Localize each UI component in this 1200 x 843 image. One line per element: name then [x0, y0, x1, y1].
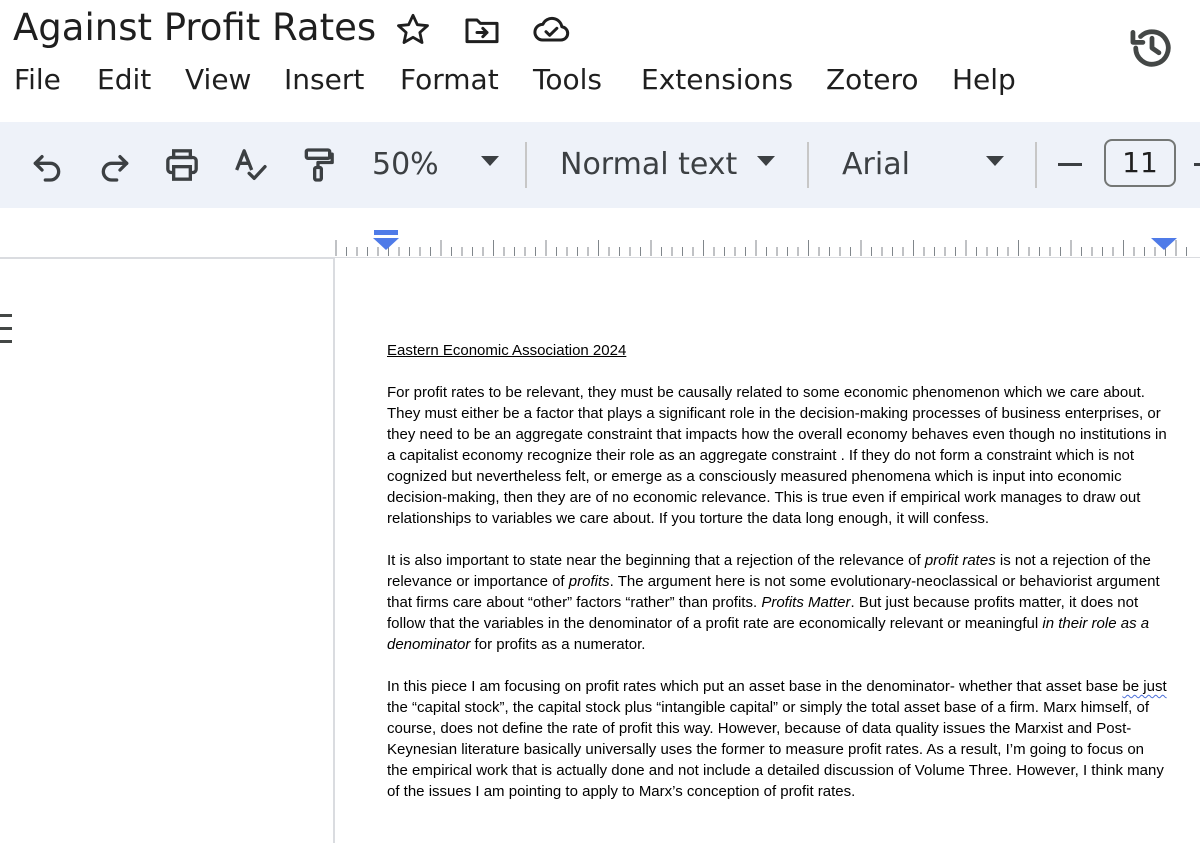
paragraph-3 — [387, 676, 1167, 802]
document-body[interactable] — [387, 340, 1167, 823]
italic-run: Profits Matter — [761, 594, 851, 611]
italic-run: profits — [568, 573, 610, 590]
menu-zotero[interactable]: Zotero — [826, 63, 919, 96]
divider — [0, 257, 335, 259]
paint-format-icon[interactable] — [296, 143, 340, 187]
text-run: is not a rejection of the relevance or importance of — [387, 552, 1151, 590]
text-run: . But just because profits matter, it does not follow that the variables in the denominator of a profit rate are economically relevant or meaningful — [387, 594, 1139, 632]
text-run: . The argument here is not some evolutionary-neoclassical or behaviorist argument that firms care about “other” factors “rather” than profits. — [387, 573, 1160, 611]
zoom-select[interactable]: 50% — [372, 147, 439, 182]
text-run: In this piece I am focusing on profit rates which put an asset base in the denominator- whether that asset base — [387, 678, 1123, 695]
text-run: the “capital stock”, the capital stock plus “intangible capital” or simply the total asset base of a firm. Marx himself, of course, does not define the rate of profit this way. However, because of data quality issues the Marxist and Post-Keynesian literature basically universally uses the former to measure profit rates. As a result, I’m going to focus on the empirical work that is actually done and not include a detailed discussion of Volume Three. However, I think many of the issues I am pointing to apply to Marx’s conception of profit rates. — [387, 699, 1164, 800]
paragraph-1: For profit rates to be relevant, they must be causally related to some economic phenomenon which we care about. They must either be a factor that plays a significant role in the decision-making processes of business enterprises, or they need to be an aggregate constraint that impacts how the overall economy behaves even though no institutions in a capitalist economy recognize their role as an aggregate constraint . If they do not form a constraint which is not cognized but nevertheless felt, or emerge as a consciously measured phenomena which is input into economic decision-making, then they are of no economic relevance. This is true even if empirical work manages to draw out relationships to variables we care about. If you torture the data long enough, it will confess. — [387, 384, 1167, 527]
font-size-input[interactable]: 11 — [1104, 139, 1176, 187]
ruler[interactable] — [334, 226, 1200, 258]
menu-format[interactable]: Format — [400, 63, 499, 96]
menu-file[interactable]: File — [14, 63, 61, 96]
style-caret-icon[interactable] — [757, 156, 775, 166]
document-outline-icon[interactable] — [0, 314, 12, 344]
toolbar — [0, 122, 1200, 208]
menu-help[interactable]: Help — [952, 63, 1016, 96]
title-bar — [0, 0, 1200, 120]
italic-run: in their role as a denominator — [387, 615, 1150, 653]
menu-edit[interactable]: Edit — [97, 63, 152, 96]
redo-icon[interactable] — [93, 143, 137, 187]
style-select[interactable]: Normal text — [560, 147, 738, 182]
text-run: It is also important to state near the beginning that a rejection of the relevance of — [387, 552, 925, 569]
menu-insert[interactable]: Insert — [284, 63, 365, 96]
undo-icon[interactable] — [25, 143, 69, 187]
ruler-ticks — [334, 226, 1200, 258]
toolbar-divider — [1035, 142, 1037, 188]
increase-font-size-icon[interactable] — [1194, 163, 1200, 166]
italic-run: profit rates — [924, 552, 996, 569]
print-icon[interactable] — [160, 143, 204, 187]
move-to-folder-icon[interactable] — [462, 10, 502, 50]
menu-view[interactable]: View — [185, 63, 252, 96]
document-title[interactable]: Against Profit Rates — [13, 6, 377, 49]
cloud-saved-icon[interactable] — [531, 10, 571, 50]
menu-tools[interactable]: Tools — [533, 63, 602, 96]
zoom-caret-icon[interactable] — [481, 156, 499, 166]
toolbar-divider — [525, 142, 527, 188]
decrease-font-size-icon[interactable] — [1058, 163, 1082, 166]
menu-extensions[interactable]: Extensions — [641, 63, 794, 96]
toolbar-divider — [807, 142, 809, 188]
font-select[interactable]: Arial — [842, 147, 910, 182]
spellcheck-icon[interactable] — [228, 143, 272, 187]
text-run: for profits as a numerator. — [470, 636, 646, 653]
grammar-suggestion[interactable]: be just — [1122, 678, 1167, 695]
font-caret-icon[interactable] — [986, 156, 1004, 166]
document-heading: Eastern Economic Association 2024 — [387, 342, 627, 359]
ruler-baseline — [334, 257, 1200, 258]
version-history-icon[interactable] — [1126, 22, 1178, 74]
paragraph-2 — [387, 550, 1167, 655]
left-indent-marker[interactable] — [373, 238, 399, 250]
star-icon[interactable] — [393, 10, 433, 50]
first-line-indent-marker[interactable] — [374, 230, 398, 235]
